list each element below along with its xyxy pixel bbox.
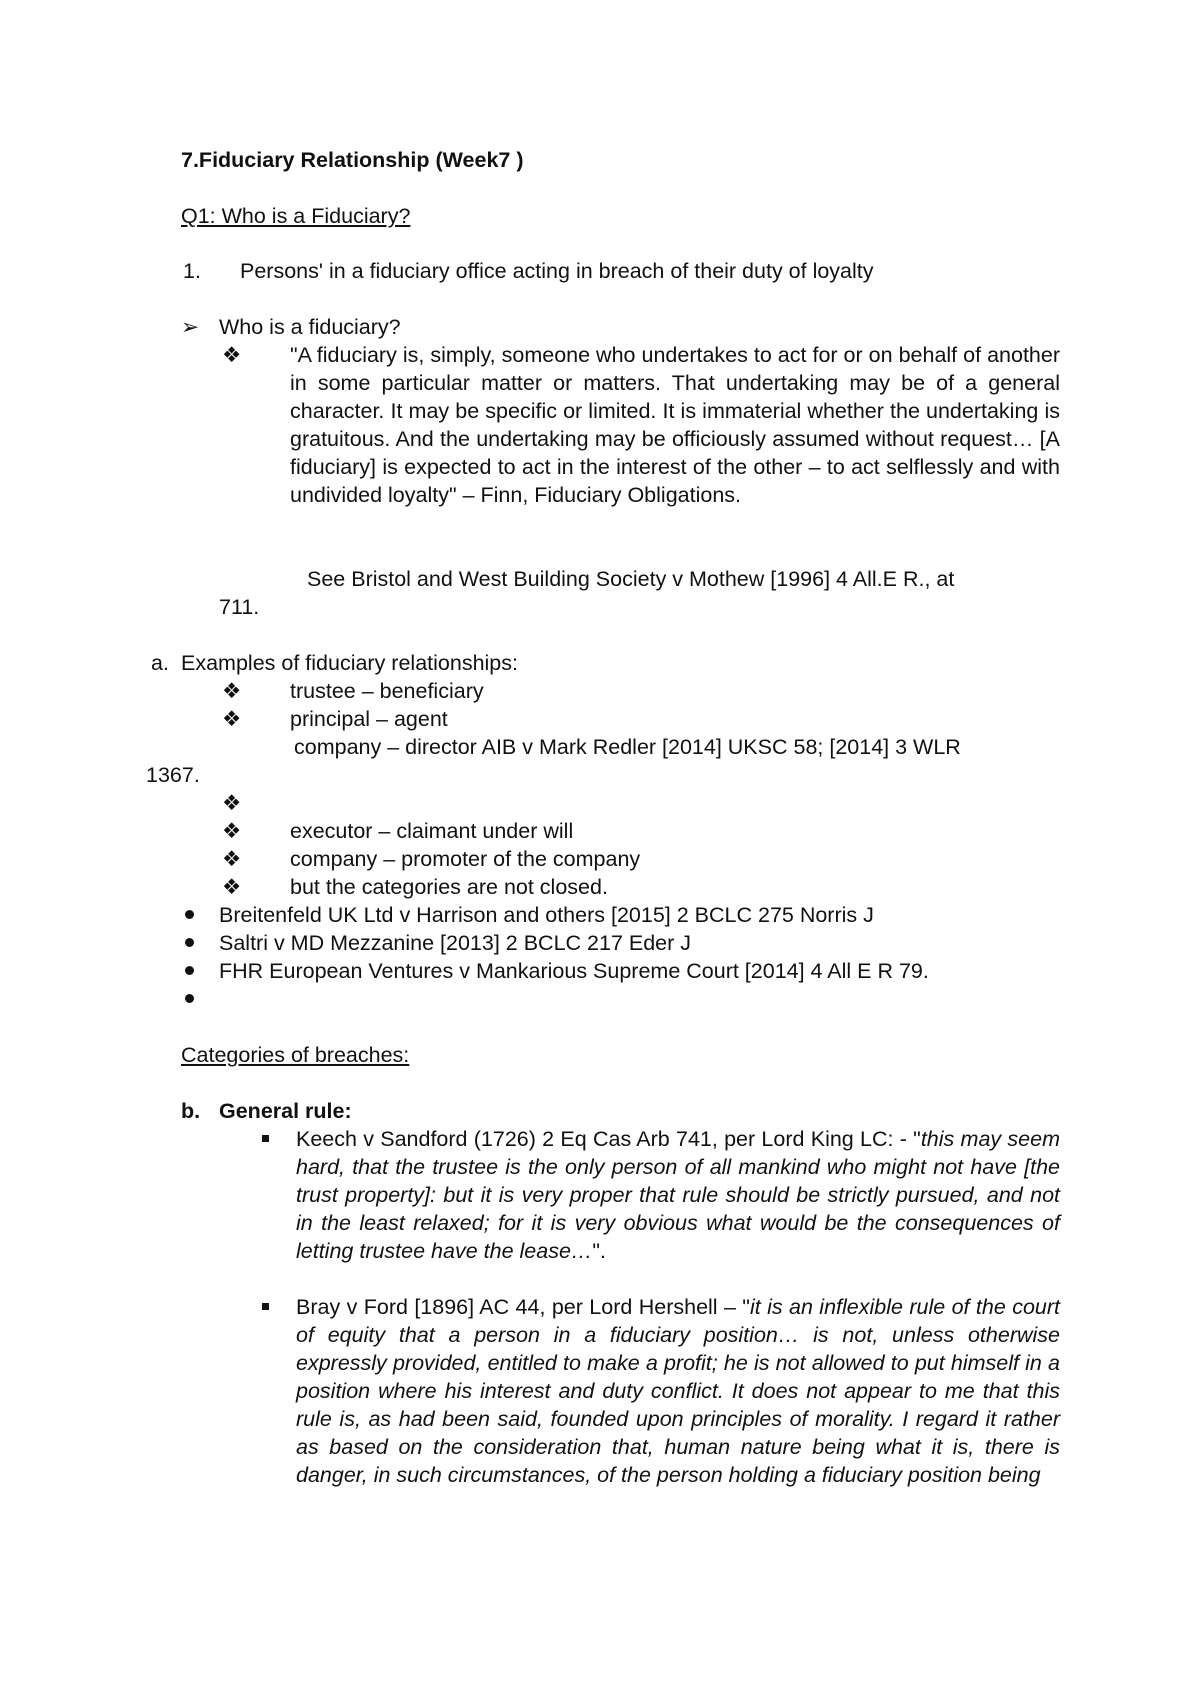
- list-item: company – promoter of the company: [290, 847, 641, 871]
- keech-citation: Keech v Sandford (1726) 2 Eq Cas Arb 741, per Lord King LC: - ": [296, 1127, 921, 1151]
- diamond-bullet-icon: ❖: [222, 819, 242, 843]
- company-director-line1: company – director AIB v Mark Redler [2014] UKSC 58; [2014] 3 WLR: [294, 735, 961, 759]
- keech-closing: ".: [592, 1239, 607, 1263]
- bullet-dot-icon: [185, 938, 194, 947]
- case-item: FHR European Ventures v Mankarious Supreme Court [2014] 4 All E R 79.: [219, 959, 929, 983]
- keech-paragraph: [296, 1125, 1060, 1265]
- categories-heading: Categories of breaches:: [181, 1043, 410, 1067]
- list-item: executor – claimant under will: [290, 819, 574, 843]
- bullet-dot-icon: [185, 994, 194, 1003]
- page-title: 7.Fiduciary Relationship (Week7 ): [181, 148, 524, 172]
- square-bullet-icon: [262, 1135, 269, 1142]
- list-item: but the categories are not closed.: [290, 875, 608, 899]
- finn-quote-text: "A fiduciary is, simply, someone who undertakes to act for or on behalf of another in some particular matter or matters. That undertaking may be of a general character. It may be specific or limited. It is immaterial whether the undertaking is gratuitous. And the undertaking may be officiously assumed without request… [A fiduciary] is expected to act in the interest of the other – to act selflessly and with undivided loyalty" – Finn, Fiduciary Obligations.: [290, 343, 1060, 507]
- diamond-bullet-icon: ❖: [222, 679, 242, 703]
- case-item: Saltri v MD Mezzanine [2013] 2 BCLC 217 Eder J: [219, 931, 692, 955]
- item1-text: Persons' in a fiduciary office acting in breach of their duty of loyalty: [240, 259, 874, 283]
- general-rule-heading: General rule:: [219, 1099, 352, 1123]
- list-item: principal – agent: [290, 707, 448, 731]
- see-bristol-line1: See Bristol and West Building Society v Mothew [1996] 4 All.E R., at: [307, 567, 955, 591]
- diamond-bullet-icon: ❖: [222, 343, 242, 367]
- bray-paragraph: [296, 1293, 1060, 1489]
- diamond-bullet-icon: ❖: [222, 791, 242, 815]
- list-item: trustee – beneficiary: [290, 679, 484, 703]
- finn-quote: [290, 341, 1060, 509]
- case-item: Breitenfeld UK Ltd v Harrison and others [2015] 2 BCLC 275 Norris J: [219, 903, 874, 927]
- bray-citation: Bray v Ford [1896] AC 44, per Lord Hershell – ": [296, 1295, 750, 1319]
- arrow-bullet-icon: ➢: [181, 315, 200, 339]
- bullet-dot-icon: [185, 966, 194, 975]
- item1-number: 1.: [183, 259, 201, 283]
- diamond-bullet-icon: ❖: [222, 875, 242, 899]
- square-bullet-icon: [262, 1303, 269, 1310]
- see-bristol-line2: 711.: [219, 595, 260, 619]
- q1-heading: Q1: Who is a Fiduciary?: [181, 204, 411, 228]
- general-rule-marker: b.: [181, 1099, 201, 1123]
- diamond-bullet-icon: ❖: [222, 847, 242, 871]
- bray-quote: it is an inflexible rule of the court of equity that a person in a fiduciary position… is not, unless otherwise expressly provided, entitled to make a profit; he is not allowed to put himself in a position where his interest and duty conflict. It does not appear to me that this rule is, as had been said, founded upon principles of morality. I regard it rather as based on the consideration that, human nature being what it is, there is danger, in such circumstances, of the person holding a fiduciary position being: [296, 1295, 1060, 1487]
- examples-heading: Examples of fiduciary relationships:: [181, 651, 518, 675]
- examples-marker: a.: [151, 651, 169, 675]
- company-director-line2: 1367.: [146, 763, 200, 787]
- who-question: Who is a fiduciary?: [219, 315, 401, 339]
- bullet-dot-icon: [185, 910, 194, 919]
- diamond-bullet-icon: ❖: [222, 707, 242, 731]
- keech-quote: this may seem hard, that the trustee is the only person of all mankind who might not have [the trust property]: but it is very proper that rule should be strictly pursued, and not in the least relaxed; for it is very obvious what would be the consequences of letting trustee have the lease…: [296, 1127, 1060, 1263]
